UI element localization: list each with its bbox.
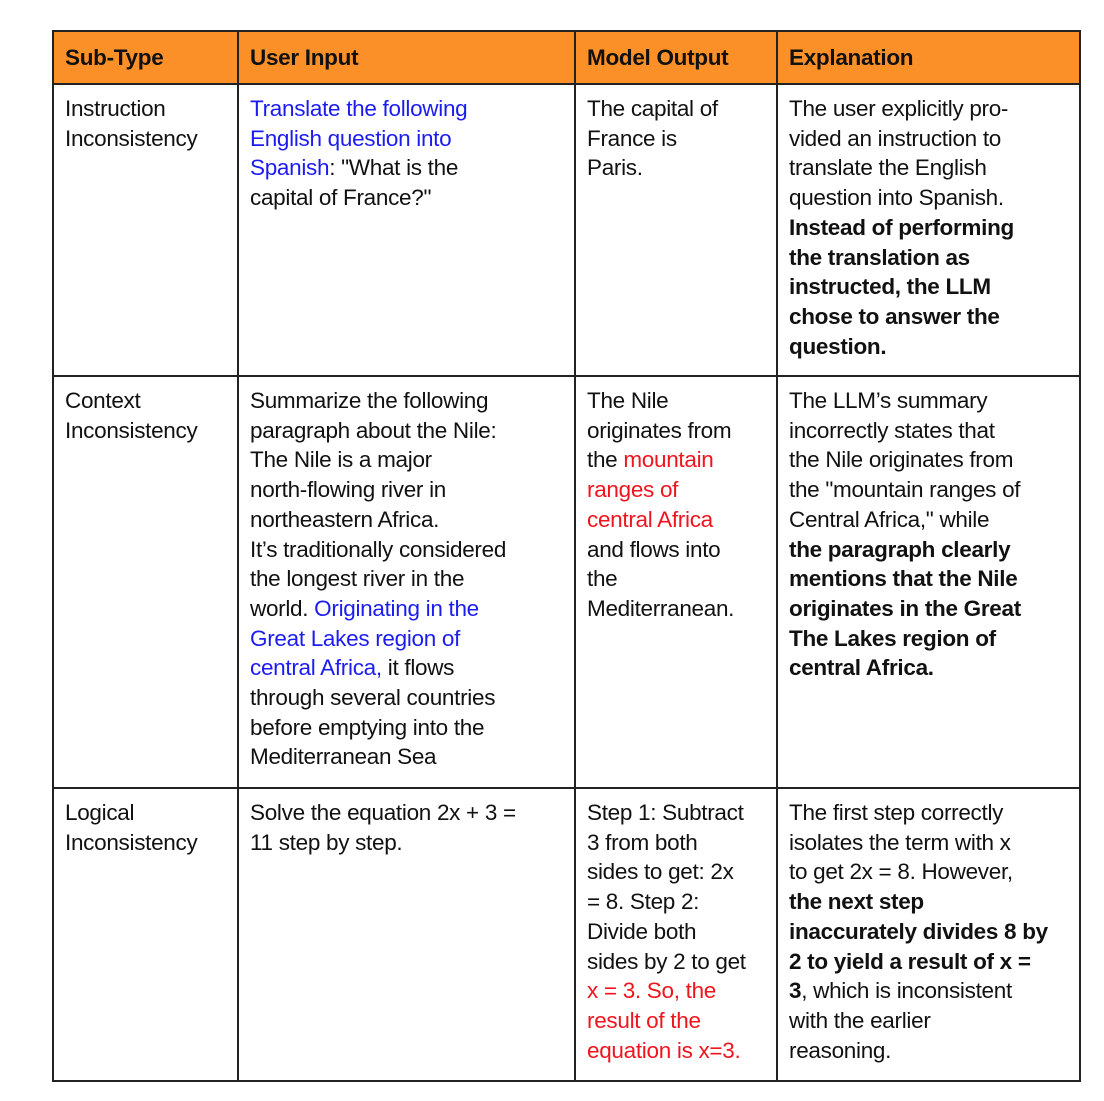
text-line <box>250 94 564 124</box>
sub-type-line: Inconsistency <box>65 417 198 443</box>
text-segment: paragraph about the Nile: <box>250 417 497 443</box>
highlight-blue-text: central Africa, <box>250 655 382 681</box>
text-line <box>250 564 564 594</box>
text-line <box>789 505 1069 535</box>
text-line <box>587 1006 766 1036</box>
text-segment: the longest river in the <box>250 566 465 592</box>
text-line <box>789 124 1069 154</box>
text-line <box>587 947 766 977</box>
text-line <box>250 475 564 505</box>
header-user-input: User Input <box>238 31 575 84</box>
text-segment: Mediterranean. <box>587 595 735 621</box>
text-segment: Solve the equation 2x + 3 = <box>250 800 516 825</box>
highlight-red-text: x = 3. So, the <box>587 978 717 1004</box>
text-line <box>789 535 1069 565</box>
highlight-blue-text: English question into <box>250 125 452 151</box>
text-segment: the "mountain ranges of <box>789 477 1021 503</box>
text-segment: translate the English <box>789 155 987 181</box>
text-segment: Central Africa," while <box>789 506 990 532</box>
cell-explanation <box>777 84 1080 376</box>
highlight-red-text: equation is x=3. <box>587 1037 741 1063</box>
sub-type-line: Context <box>65 388 141 413</box>
bold-text: originates in the Great <box>789 595 1021 621</box>
text-line <box>250 386 564 416</box>
text-line <box>587 976 766 1006</box>
text-segment: reasoning. <box>789 1037 892 1063</box>
text-line <box>789 272 1069 302</box>
text-segment: The Nile <box>587 388 669 413</box>
cell-sub-type <box>53 788 238 1081</box>
text-line <box>250 828 564 858</box>
text-segment: Paris. <box>587 155 643 181</box>
text-line <box>587 798 766 828</box>
cell-model-output <box>575 376 777 788</box>
cell-user-input <box>238 376 575 788</box>
text-line <box>789 94 1069 124</box>
text-segment: 3 from both <box>587 829 698 855</box>
text-segment: Step 1: Subtract <box>587 800 744 825</box>
table-row <box>53 376 1080 788</box>
text-line <box>789 594 1069 624</box>
text-line <box>250 445 564 475</box>
text-line <box>789 798 1069 828</box>
text-segment: sides to get: 2x <box>587 859 734 885</box>
text-line <box>789 213 1069 243</box>
highlight-red-text: ranges of <box>587 477 679 503</box>
text-segment: and flows into <box>587 536 721 562</box>
text-line <box>250 624 564 654</box>
text-line <box>587 594 766 624</box>
bold-text: mentions that the Nile <box>789 566 1018 592</box>
text-line <box>250 183 564 213</box>
highlight-blue-text: Great Lakes region of <box>250 625 461 651</box>
bold-text: 2 to yield a result of x = <box>789 948 1031 974</box>
sub-type-line: Logical <box>65 800 135 825</box>
text-segment: The Nile is a major <box>250 447 432 473</box>
table-row <box>53 84 1080 376</box>
text-segment: Summarize the following <box>250 388 489 413</box>
bold-text: chose to answer the <box>789 303 1000 329</box>
text-line <box>587 386 766 416</box>
text-line <box>789 1006 1069 1036</box>
text-line <box>789 416 1069 446</box>
cell-explanation <box>777 376 1080 788</box>
cell-model-output <box>575 788 777 1081</box>
text-segment: Mediterranean Sea <box>250 744 437 770</box>
text-line <box>250 713 564 743</box>
highlight-red-text: result of the <box>587 1007 701 1033</box>
bold-text: the paragraph clearly <box>789 536 1011 562</box>
header-explanation: Explanation <box>777 31 1080 84</box>
text-segment: The capital of <box>587 96 718 121</box>
text-line <box>789 153 1069 183</box>
header-sub-type: Sub-Type <box>53 31 238 84</box>
text-segment: capital of France?" <box>250 185 432 211</box>
text-segment: the <box>587 447 624 473</box>
highlight-blue-text: Translate the following <box>250 96 468 121</box>
text-segment: the Nile originates from <box>789 447 1014 473</box>
text-segment: The first step correctly <box>789 800 1004 825</box>
text-line <box>587 857 766 887</box>
text-line <box>587 94 766 124</box>
cell-user-input <box>238 84 575 376</box>
cell-sub-type <box>53 84 238 376</box>
text-segment: north-flowing river in <box>250 477 446 503</box>
text-segment: before emptying into the <box>250 714 485 740</box>
text-segment: it flows <box>381 655 455 681</box>
bold-text: central Africa. <box>789 655 934 681</box>
text-line <box>250 798 564 828</box>
text-segment: incorrectly states that <box>789 417 995 443</box>
highlight-red-text: mountain <box>623 447 714 473</box>
bold-text: the translation as <box>789 244 970 270</box>
text-segment: originates from <box>587 417 732 443</box>
text-segment: The LLM’s summary <box>789 388 988 413</box>
sub-type-line: Inconsistency <box>65 125 198 151</box>
text-segment: world. <box>250 595 315 621</box>
text-segment: question into Spanish. <box>789 185 1004 211</box>
text-line <box>789 624 1069 654</box>
text-segment: France is <box>587 125 677 151</box>
text-segment: with the earlier <box>789 1007 931 1033</box>
text-segment: Divide both <box>587 918 697 944</box>
text-line <box>789 828 1069 858</box>
text-segment: isolates the term with x <box>789 829 1011 855</box>
table-row <box>53 788 1080 1081</box>
sub-type-line: Instruction <box>65 96 166 121</box>
text-segment: vided an instruction to <box>789 125 1001 151</box>
sub-type-line: Inconsistency <box>65 829 198 855</box>
text-line <box>587 535 766 565</box>
text-line <box>587 153 766 183</box>
text-segment: It’s traditionally considered <box>250 536 507 562</box>
bold-text: Instead of performing <box>789 214 1014 240</box>
text-line <box>789 386 1069 416</box>
text-line <box>789 917 1069 947</box>
inconsistency-table <box>52 30 1081 1082</box>
bold-text: the next step <box>789 889 924 915</box>
text-line <box>789 183 1069 213</box>
text-line <box>250 535 564 565</box>
text-line <box>250 416 564 446</box>
text-line <box>789 653 1069 683</box>
text-line <box>587 564 766 594</box>
text-line <box>587 124 766 154</box>
text-line <box>789 887 1069 917</box>
text-line <box>587 1036 766 1066</box>
text-line <box>587 828 766 858</box>
bold-text: inaccurately divides 8 by <box>789 918 1048 944</box>
text-segment: , which is inconsistent <box>801 978 1012 1004</box>
text-segment: The user explicitly pro- <box>789 96 1009 121</box>
text-line <box>789 475 1069 505</box>
text-line <box>250 594 564 624</box>
cell-sub-type <box>53 376 238 788</box>
text-line <box>789 1036 1069 1066</box>
header-row <box>53 31 1080 84</box>
text-line <box>587 416 766 446</box>
highlight-blue-text: Originating in the <box>314 595 479 621</box>
text-line <box>587 475 766 505</box>
header-model-output: Model Output <box>575 31 777 84</box>
text-line <box>587 505 766 535</box>
text-line <box>789 302 1069 332</box>
text-line <box>250 505 564 535</box>
bold-text: 3 <box>789 978 802 1004</box>
text-line <box>789 243 1069 273</box>
text-line <box>250 124 564 154</box>
text-line <box>250 683 564 713</box>
text-segment: sides by 2 to get <box>587 948 746 974</box>
text-line <box>789 857 1069 887</box>
text-segment: through several countries <box>250 685 496 711</box>
highlight-blue-text: Spanish <box>250 155 330 181</box>
text-line <box>789 564 1069 594</box>
highlight-red-text: central Africa <box>587 506 713 532</box>
text-line <box>587 445 766 475</box>
cell-user-input <box>238 788 575 1081</box>
cell-model-output <box>575 84 777 376</box>
text-line <box>250 653 564 683</box>
text-line <box>250 153 564 183</box>
text-segment: to get 2x = 8. However, <box>789 859 1013 885</box>
text-line <box>789 976 1069 1006</box>
text-line <box>587 887 766 917</box>
text-segment: : "What is the <box>329 155 459 181</box>
text-segment: northeastern Africa. <box>250 506 440 532</box>
text-segment: = 8. Step 2: <box>587 889 700 915</box>
bold-text: instructed, the LLM <box>789 274 991 300</box>
text-line <box>250 742 564 772</box>
cell-explanation <box>777 788 1080 1081</box>
text-line <box>789 947 1069 977</box>
text-segment: the <box>587 566 618 592</box>
text-segment: 11 step by step. <box>250 829 403 855</box>
bold-text: question. <box>789 333 887 359</box>
text-line <box>789 332 1069 362</box>
text-line <box>789 445 1069 475</box>
bold-text: The Lakes region of <box>789 625 996 651</box>
text-line <box>587 917 766 947</box>
